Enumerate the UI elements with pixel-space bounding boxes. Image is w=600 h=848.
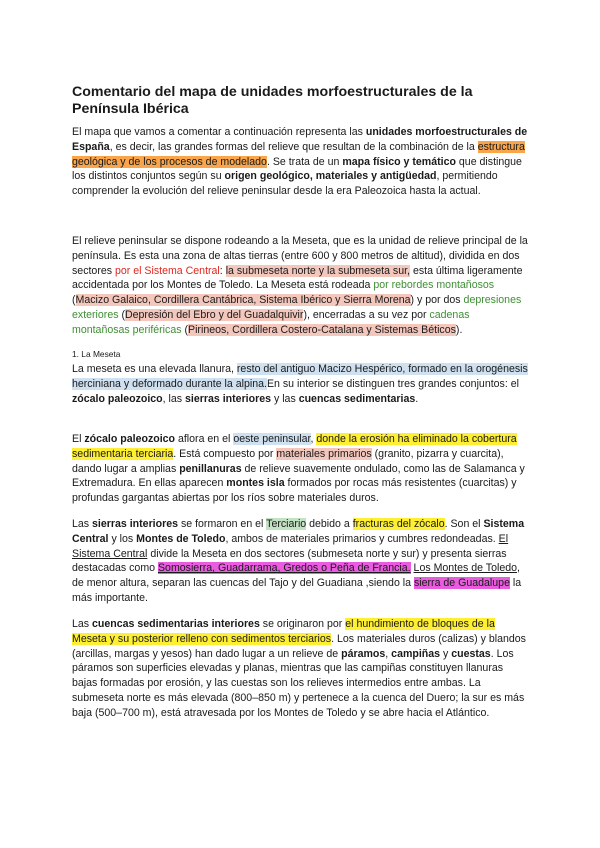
text-span: . Está compuesto por xyxy=(173,447,277,460)
text-span: divide la Meseta en dos sectores (submeseta norte y sur) y presenta sierras destacadas como xyxy=(72,547,507,575)
highlighted-text: el hundimiento de bloques de la Meseta y su posterior relleno con sedimentos terciarios xyxy=(72,618,495,645)
text-span: , las xyxy=(162,392,186,405)
text-span: de relieve suavemente ondulado, como las de Salamanca y Extremadura. En ellas aparecen xyxy=(72,462,525,490)
text-span: y las xyxy=(271,392,299,405)
sierras-paragraph xyxy=(72,517,528,606)
highlighted-text: fracturas del zócalo xyxy=(352,518,445,530)
highlighted-text: oeste peninsular xyxy=(233,433,311,445)
bold-term: cuestas xyxy=(451,647,491,660)
highlighted-text: Somosierra, Guadarrama, Gredos o Peña de Francia. xyxy=(157,562,411,575)
highlighted-text: sierra de Guadalupe xyxy=(413,577,510,590)
text-span: , de menor altura, separan las cuencas del Tajo y del Guadiana ,siendo la xyxy=(72,562,520,590)
meseta-paragraph xyxy=(72,362,528,406)
text-span: Las xyxy=(72,518,93,530)
cuencas-paragraph xyxy=(72,617,528,721)
text-span: ), encerradas a su vez por xyxy=(303,308,430,321)
text-span: , xyxy=(385,647,392,660)
bold-term: Sistema Central xyxy=(72,518,525,545)
text-span: . Se trata de un xyxy=(266,155,343,168)
document-title: Comentario del mapa de unidades morfoestructurales de la Península Ibérica xyxy=(72,84,473,117)
bold-term: zócalo paleozoico xyxy=(84,433,176,445)
bold-term: cuencas sedimentarias interiores xyxy=(92,618,260,630)
text-span: ( xyxy=(181,323,189,336)
text-span: ) y por dos xyxy=(410,294,464,307)
bold-term: sierras interiores xyxy=(92,518,179,530)
section-heading: 1. La Meseta xyxy=(72,349,121,359)
text-span: debido a xyxy=(306,518,353,530)
bold-term: sierras interiores xyxy=(185,392,272,405)
text-span: El mapa que vamos a comentar a continuación representa las xyxy=(72,126,366,138)
text-span: la más importante. xyxy=(72,577,522,604)
bold-term: mapa físico y temático xyxy=(342,155,456,168)
highlighted-text: Pirineos, Cordillera Costero-Catalana y Sistemas Béticos xyxy=(188,323,456,336)
green-text: depresiones exteriores xyxy=(72,294,522,321)
text-span: . Son el xyxy=(444,518,484,530)
bold-term: zócalo paleozoico xyxy=(72,392,163,405)
text-span: El xyxy=(72,433,85,445)
bold-term: Montes de Toledo xyxy=(136,532,226,545)
highlighted-text: Macizo Galaico, Cordillera Cantábrica, Sistema Ibérico y Sierra Morena xyxy=(75,294,411,307)
text-span: se formaron en el xyxy=(178,518,267,530)
text-span: Las xyxy=(72,618,93,630)
text-span: . Los materiales duros (calizas) y blandos (arcillas, margas y yesos) han dado lugar a un relieve de xyxy=(72,632,526,660)
highlighted-text: resto del antiguo Macizo Hespérico, formado en la orogénesis herciniana y deformado durante la alpina. xyxy=(72,363,528,390)
bold-term: montes isla xyxy=(226,477,285,490)
highlighted-text: donde la erosión ha eliminado la cobertura sedimentaria terciaria xyxy=(72,433,517,460)
bold-term: cuencas sedimentarias xyxy=(298,392,416,405)
text-span: , es decir, las grandes formas del relieve que resultan de la combinación de la xyxy=(109,140,478,153)
green-text: por rebordes montañosos xyxy=(373,279,495,292)
highlighted-text: materiales primarios xyxy=(276,447,372,460)
text-span: : xyxy=(219,264,226,277)
text-span: ( xyxy=(72,294,76,307)
text-span: se originaron por xyxy=(259,618,346,630)
text-span: ). xyxy=(455,323,463,336)
text-span: , permitiendo comprender la evolución del relieve peninsular desde la era Paleozoica hasta la actual. xyxy=(72,170,498,198)
bold-term: páramos xyxy=(341,647,386,660)
text-span: formados por rocas más resistentes (cuarcitas) y profundas gargantas abiertas por los ríos sobre materiales duros. xyxy=(72,477,517,505)
highlighted-text: la submeseta norte y la submeseta sur, xyxy=(225,264,410,277)
highlighted-text: Terciario xyxy=(266,518,307,530)
text-span: En su interior se distinguen tres grandes conjuntos: el xyxy=(266,377,519,390)
text-span: aflora en el xyxy=(175,433,234,445)
text-span: y xyxy=(440,647,452,660)
text-span: que distingue los distintos conjuntos según su xyxy=(72,155,522,183)
text-span: , xyxy=(310,433,317,445)
bold-term: campiñas xyxy=(391,647,441,660)
text-span: , ambos de materiales primarios y cumbres redondeadas. xyxy=(225,532,499,545)
bold-term: origen geológico, materiales y antigüedad xyxy=(224,170,437,183)
highlighted-text: estructura geológica y de los procesos de modelado xyxy=(72,140,525,168)
bold-term: penillanuras xyxy=(179,462,242,475)
text-span: La meseta es una elevada llanura, xyxy=(72,363,237,375)
underlined-text: El Sistema Central xyxy=(72,532,509,560)
intro-paragraph xyxy=(72,125,528,199)
red-text: por el Sistema Central xyxy=(114,264,220,277)
green-text: cadenas montañosas periféricas xyxy=(72,308,470,336)
text-span: (granito, pizarra y cuarcita), dando lugar a amplias xyxy=(72,447,504,475)
text-span: . xyxy=(415,392,419,405)
text-span: y los xyxy=(108,532,137,545)
text-span: ( xyxy=(118,308,125,321)
underlined-text: Los Montes de Toledo xyxy=(413,562,518,575)
bold-term: unidades morfoestructurales de España xyxy=(72,126,528,153)
highlighted-text: Depresión del Ebro y del Guadalquivir xyxy=(125,308,304,321)
zocalo-paragraph xyxy=(72,432,528,506)
text-span: El relieve peninsular se dispone rodeando a la Meseta, que es la unidad de relieve principal de la península. Es esta una zona de altas tierras (entre 600 y 800 metros de altitud), dividida en dos sectores xyxy=(72,235,528,277)
relieve-paragraph xyxy=(72,234,528,338)
text-span: esta última ligeramente accidentada por los Montes de Toledo. La Meseta está rodeada xyxy=(72,264,523,292)
text-span: . Los páramos son superficies elevadas y planas, mientras que las campiñas constituyen llanuras bajas formadas por erosión, y las cuestas son los relieves intermedios entre ambas. La submeseta norte es más elevada (800–850 m) y pertenece a la cuenca del Duero; la sur es más baja (500–700 m), está atravesada por los Montes de Toledo y se abre hacia el Atlántico. xyxy=(72,647,525,719)
